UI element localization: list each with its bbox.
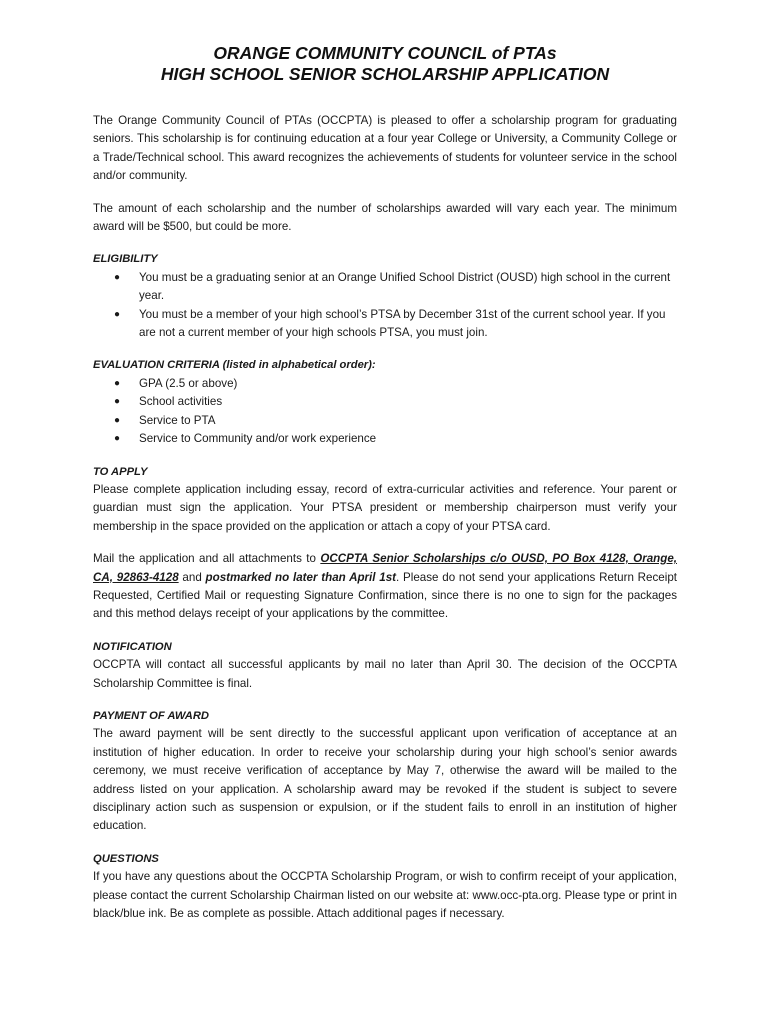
bullet-icon: ● — [114, 433, 121, 445]
eligibility-heading: ELIGIBILITY — [93, 253, 158, 266]
questions-paragraph: If you have any questions about the OCCPTA Scholarship Program, or wish to confirm receipt of your application, please contact the current Scholarship Chairman listed on our website at: www.occ-pta.org. Please type or print in black/blue ink. Be as complete as possible. Attach additional pages if necessary. — [93, 870, 677, 921]
criteria-item-2: School activities — [139, 395, 223, 409]
list-item — [93, 269, 677, 306]
criteria-section — [93, 356, 677, 448]
notification-section — [93, 638, 677, 693]
mail-address: OCCPTA Senior Scholarships c/o OUSD, PO Box 4128, Orange, CA, 92863-4128 — [93, 552, 677, 584]
payment-heading: PAYMENT OF AWARD — [93, 709, 210, 722]
criteria-heading: EVALUATION CRITERIA (listed in alphabetical order): — [93, 359, 376, 372]
eligibility-item-2: You must be a member of your high school’s PTSA by December 31st of the current school year. If you are not a current member of your high schools PTSA, you must join. — [139, 307, 666, 340]
bullet-icon: ● — [114, 377, 121, 389]
list-item — [93, 393, 677, 411]
bullet-icon: ● — [114, 271, 121, 283]
bullet-icon: ● — [114, 396, 121, 408]
list-item — [93, 412, 677, 430]
document-header — [0, 43, 770, 85]
title-line-2: HIGH SCHOOL SENIOR SCHOLARSHIP APPLICATION — [160, 64, 610, 84]
apply-section — [93, 463, 677, 624]
eligibility-section — [93, 250, 677, 342]
intro-paragraph-1: The Orange Community Council of PTAs (OCCPTA) is pleased to offer a scholarship program for graduating seniors. This scholarship is for continuing education at a four year College or University, a Community College or a Trade/Technical school. This award recognizes the achievements of students for volunteer service in the school and/or community. — [93, 114, 677, 183]
mail-suffix: . Please do not send your applications Return Receipt Requested, Certified Mail or requesting Signature Confirmation, since there is no one to sign for the packages and this method delays receipt of your applications by the committee. — [93, 570, 677, 621]
title-line-1: ORANGE COMMUNITY COUNCIL of PTAs — [213, 43, 557, 63]
apply-paragraph-1: Please complete application including essay, record of extra-curricular activities and reference. Your parent or guardian must sign the application. Your PTSA president or membership chairperson must verify your membership in the space provided on the application or attach a copy of your PTSA card. — [93, 482, 677, 533]
mail-prefix: Mail the application and all attachments to — [93, 552, 321, 566]
payment-paragraph: The award payment will be sent directly to the successful applicant upon verification of acceptance at an institution of higher education. In order to receive your scholarship during your high school’s senior awards ceremony, we must receive verification of acceptance by May 7, otherwise the award will be mailed to the address listed on your application. A scholarship award may be revoked if the student is subject to severe disciplinary action such as suspension or expulsion, or if the student fails to enroll in an institution of higher education. — [93, 727, 677, 833]
apply-heading: TO APPLY — [93, 465, 148, 478]
apply-mail-paragraph — [93, 550, 677, 624]
eligibility-list — [93, 269, 677, 343]
bullet-icon: ● — [114, 414, 121, 426]
criteria-item-3: Service to PTA — [139, 413, 216, 427]
bullet-icon: ● — [114, 308, 121, 320]
mail-deadline: postmarked no later than April 1st — [205, 570, 397, 584]
list-item — [93, 306, 677, 343]
list-item — [93, 375, 677, 393]
list-item — [93, 430, 677, 448]
criteria-item-4: Service to Community and/or work experience — [139, 432, 377, 446]
document-body — [93, 112, 677, 923]
notification-paragraph: OCCPTA will contact all successful applicants by mail no later than April 30. The decision of the OCCPTA Scholarship Committee is final. — [93, 658, 677, 690]
notification-heading: NOTIFICATION — [93, 640, 172, 653]
intro-paragraph-2: The amount of each scholarship and the number of scholarships awarded will vary each year. The minimum award will be $500, but could be more. — [93, 201, 677, 234]
payment-section — [93, 707, 677, 836]
eligibility-item-1: You must be a graduating senior at an Orange Unified School District (OUSD) high school in the current year. — [139, 270, 671, 303]
criteria-item-1: GPA (2.5 or above) — [139, 376, 238, 390]
mail-and: and — [178, 570, 206, 584]
questions-section — [93, 850, 677, 924]
questions-heading: QUESTIONS — [93, 852, 159, 865]
criteria-list — [93, 375, 677, 449]
